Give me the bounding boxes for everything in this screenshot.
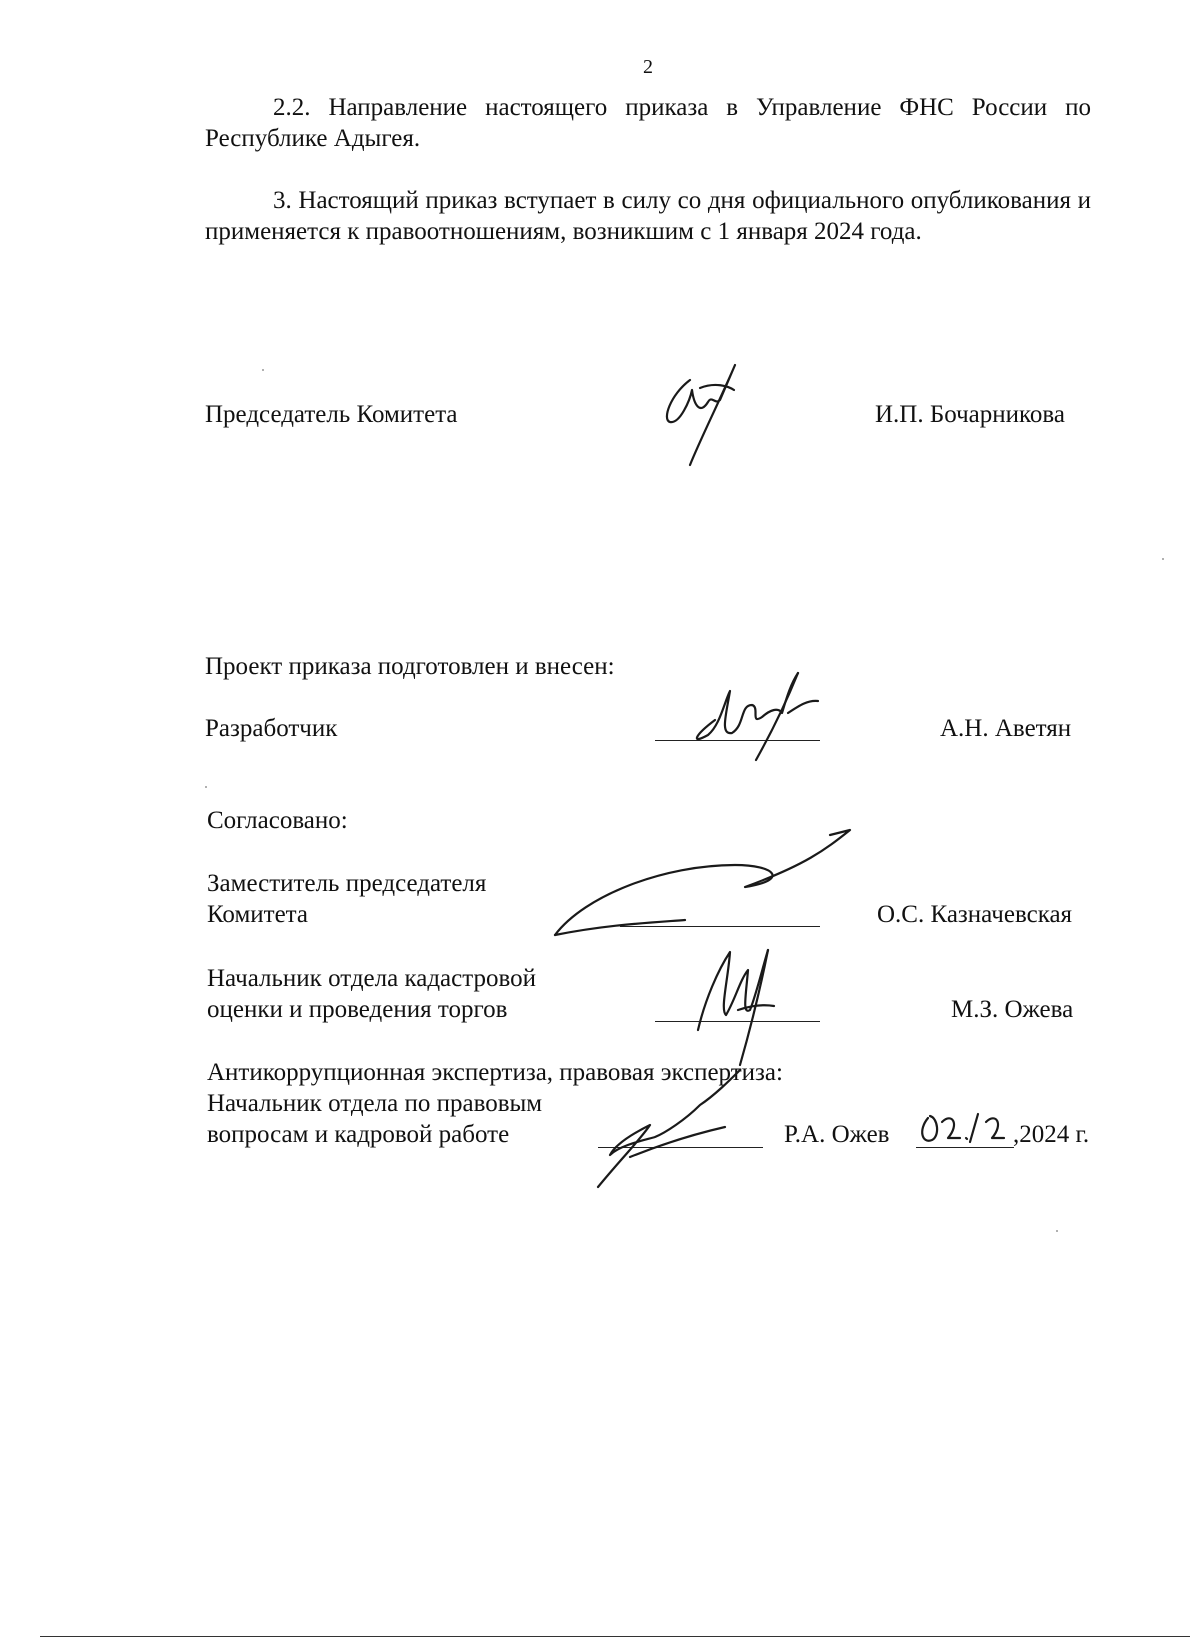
chairman-name: И.П. Бочарникова (875, 401, 1065, 428)
developer-name: А.Н. Аветян (940, 715, 1072, 742)
prepared-heading: Проект приказа подготовлен и внесен: (205, 653, 615, 680)
paragraph-text: 2.2. Направление настоящего приказа в Управление ФНС России по Республике Адыгея. (205, 94, 1091, 152)
date-year: ,2024 г. (1013, 1121, 1090, 1148)
paragraph-text: 3. Настоящий приказ вступает в силу со дня официального опубликования и применяется к правоотношениям, возникшим с 1 января 2024 года. (205, 187, 1091, 245)
scan-speck (1056, 1230, 1058, 1232)
deputy-position-line2: Комитета (207, 901, 309, 928)
scan-speck (262, 369, 264, 371)
legal-position-line2: вопросам и кадровой работе (207, 1121, 510, 1148)
cadastral-position-line2: оценки и проведения торгов (207, 996, 508, 1023)
cadastral-name: М.З. Ожева (951, 996, 1074, 1023)
deputy-position-line1: Заместитель председателя (207, 870, 487, 897)
deputy-name: О.С. Казначевская (877, 901, 1073, 928)
developer-signature (690, 665, 830, 765)
paragraph-3 (205, 185, 1091, 247)
paragraph-2-2 (205, 92, 1091, 154)
agreed-heading: Согласовано: (207, 807, 348, 834)
scan-speck (205, 786, 207, 788)
developer-role: Разработчик (205, 715, 338, 742)
scan-speck (1162, 558, 1164, 560)
deputy-signature (545, 825, 855, 945)
handwritten-date (918, 1108, 1014, 1150)
chairman-position: Председатель Комитета (205, 401, 458, 428)
bottom-rule (40, 1636, 1190, 1637)
cadastral-position-line1: Начальник отдела кадастровой (207, 965, 536, 992)
legal-heading: Антикоррупционная экспертиза, правовая экспертиза: (207, 1059, 783, 1086)
legal-signature (590, 1065, 750, 1195)
legal-name: Р.А. Ожев (784, 1121, 890, 1148)
page-number: 2 (643, 56, 653, 78)
cadastral-signature (690, 940, 800, 1070)
legal-position-line1: Начальник отдела по правовым (207, 1090, 543, 1117)
chairman-signature (660, 360, 770, 470)
